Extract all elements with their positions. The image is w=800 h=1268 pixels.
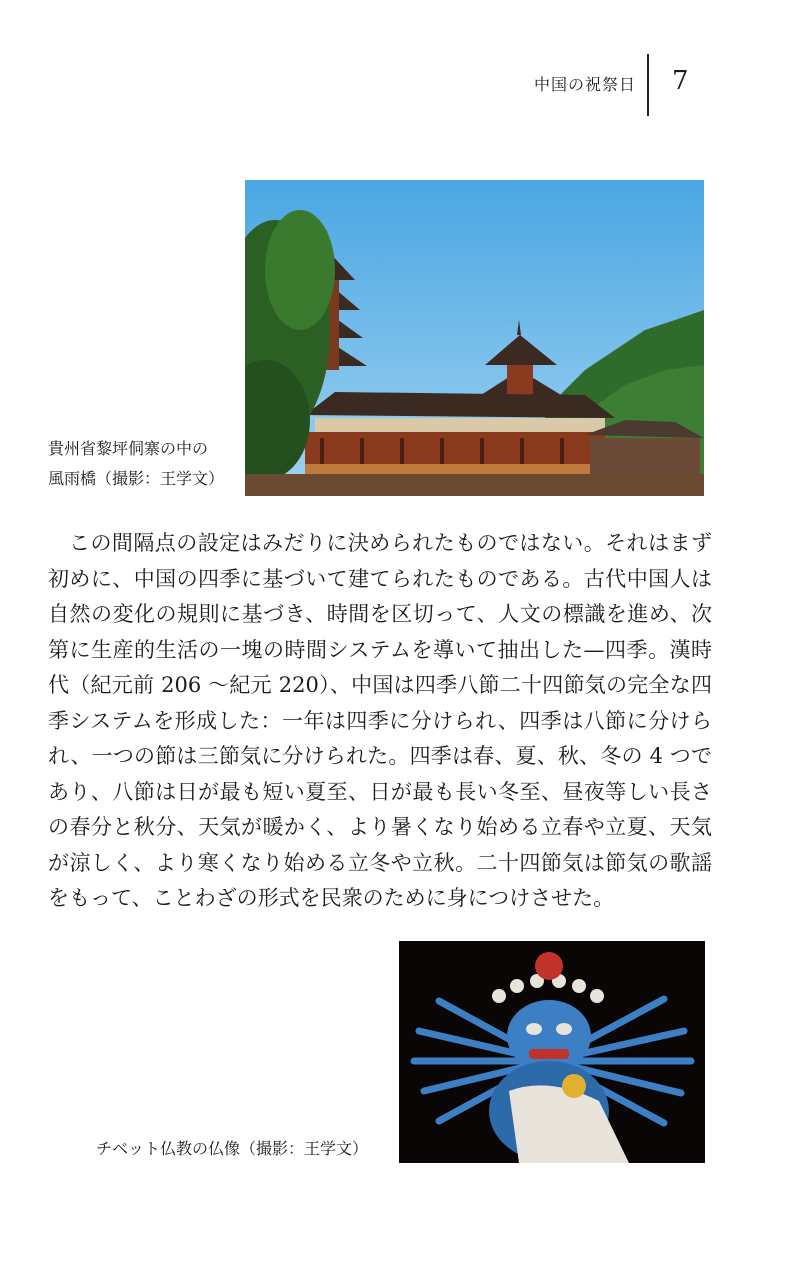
page-number: 7 <box>672 66 689 96</box>
body-paragraph: この間隔点の設定はみだりに決められたものではない。それはまず初めに、中国の四季に基づいて建てられたものである。古代中国人は自然の変化の規則に基づき、時間を区切って、人文の標識を進め、次第に生産的生活の一塊の時間システムを導いて抽出した—四季。漢時代（紀元前 206 〜紀元 220）、中国は四季八節二十四節気の完全な四季システムを形成した：一年は四季に分けられ、四季は八節に分けられ、一つの節は三節気に分けられた。四季は春、夏、秋、冬の 4 つであり、八節は日が最も短い夏至、日が最も長い冬至、昼夜等しい長さの春分と秋分、天気が暖かく、より暑くなり始める立春や立夏、天気が涼しく、より寒くなり始める立冬や立秋。二十四節気は節気の歌謡をもって、ことわざの形式を民衆のために身につけさせた。 <box>48 531 712 910</box>
buddha-statue-caption: チベット仏教の仏像（撮影：王学文） <box>96 1139 369 1158</box>
header-divider <box>647 54 649 116</box>
bridge-photo-caption <box>48 434 238 494</box>
caption-line: 風雨橋（撮影：王学文） <box>48 469 225 488</box>
caption-line: 貴州省黎坪侗寨の中の <box>48 439 209 458</box>
bridge-photo <box>245 180 704 496</box>
running-header-title: 中国の祝祭日 <box>533 75 636 94</box>
buddha-statue-photo <box>399 941 705 1163</box>
